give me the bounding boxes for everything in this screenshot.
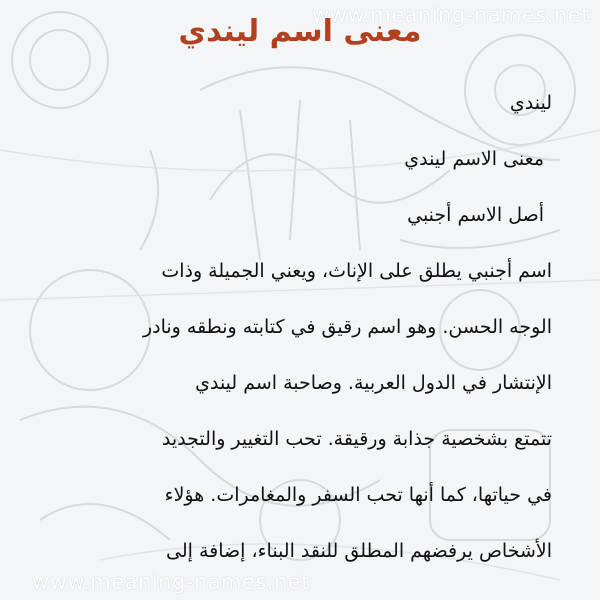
text-line-body-5: في حياتها، كما أنها تحب السفر والمغامرات. هؤلاء [164, 484, 552, 506]
text-line-body-2: الوجه الحسن. وهو اسم رقيق في كتابته ونطقه ونادر [142, 316, 552, 338]
watermark-top: www.meaning-names.net [311, 3, 590, 27]
text-line-name: ليندي [509, 92, 552, 114]
text-line-body-6: الأشخاص يرفضهم المطلق للنقد البناء، إضافة إلى [166, 540, 552, 562]
text-line-body-1: اسم أجنبي يطلق على الإناث، ويعني الجميلة وذات [161, 260, 552, 282]
watermark-bottom: www.meaning-names.net [32, 570, 311, 594]
text-line-origin: أصل الاسم أجنبي [407, 204, 544, 226]
text-line-body-3: الإنتشار في الدول العربية. وصاحبة اسم ليندي [195, 372, 552, 394]
text-line-meaning: معنى الاسم ليندي [404, 148, 544, 170]
text-line-body-4: تتمتع بشخصية جذابة ورقيقة. تحب التغيير والتجديد [161, 428, 552, 450]
page-title: معنى اسم ليندي [178, 14, 422, 49]
